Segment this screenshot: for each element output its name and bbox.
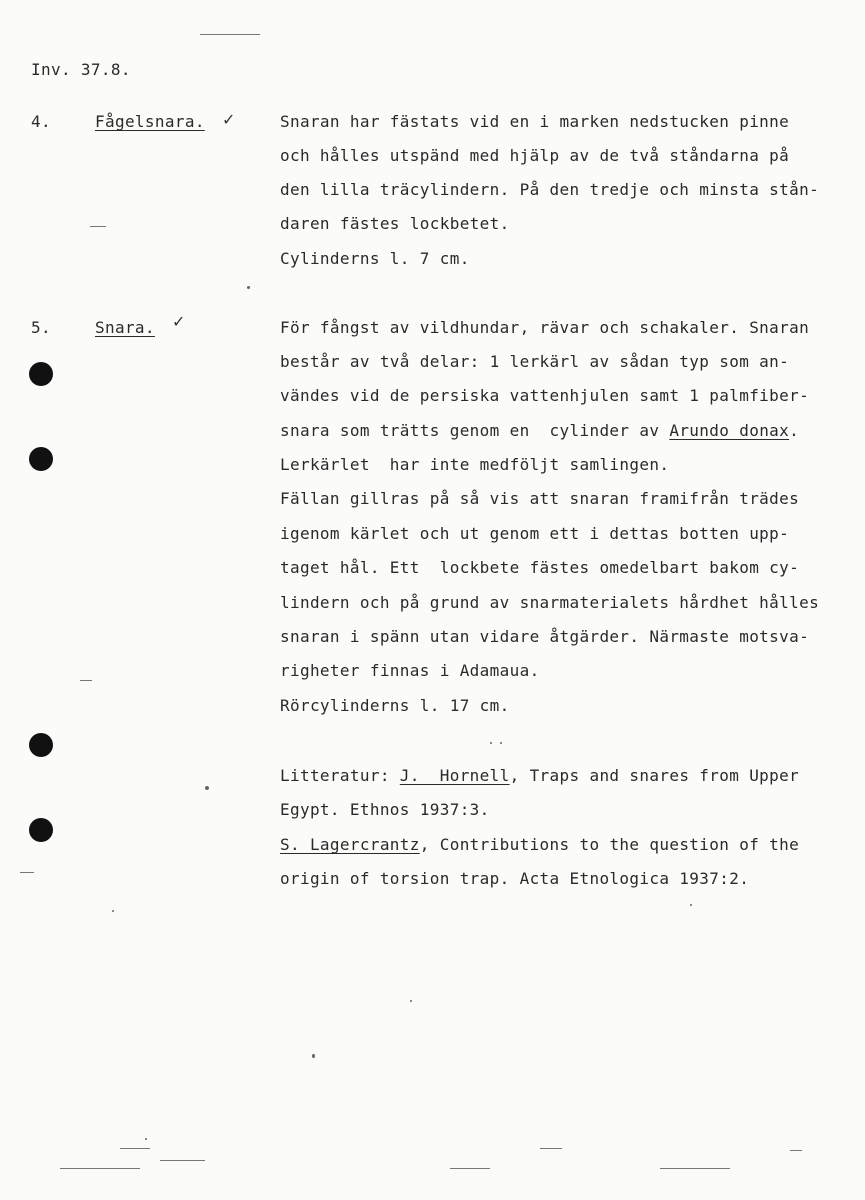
ref-1-author: J. Hornell: [399, 766, 510, 785]
scan-line: [450, 1168, 490, 1169]
punch-hole: [29, 818, 53, 842]
entry-4-line: Cylinderns l. 7 cm.: [280, 249, 470, 268]
punch-hole: [29, 447, 53, 471]
scan-speck: [490, 742, 492, 744]
scan-line: [90, 226, 106, 227]
scan-line: [120, 1148, 150, 1149]
scan-speck: [690, 904, 692, 906]
species-name: Arundo donax: [669, 421, 790, 440]
entry-4-number: 4.: [31, 112, 51, 131]
entry-5-line: igenom kärlet och ut genom ett i dettas botten upp-: [280, 524, 790, 543]
entry-4-title: Fågelsnara.: [95, 112, 205, 131]
scan-speck: [205, 786, 209, 790]
literature-label: Litteratur:: [280, 766, 400, 785]
scan-speck: [410, 1000, 412, 1002]
entry-5-line: taget hål. Ett lockbete fästes omedelbart bakom cy-: [280, 558, 800, 577]
scan-line: [60, 1168, 140, 1169]
scan-speck: [112, 910, 114, 912]
entry-5-number: 5.: [31, 318, 51, 337]
scan-line: [660, 1168, 730, 1169]
entry-4-check-mark: ✓: [222, 110, 236, 129]
scan-line: [80, 680, 92, 681]
scan-speck: [312, 1054, 315, 1058]
scan-speck: [145, 1138, 147, 1140]
entry-5-line: består av två delar: 1 lerkärl av sådan typ som an-: [280, 352, 790, 371]
punch-hole: [29, 733, 53, 757]
scan-line: [790, 1150, 802, 1151]
scan-line: [540, 1148, 562, 1149]
ref-1-continuation: Egypt. Ethnos 1937:3.: [280, 800, 490, 819]
entry-5-line: Rörcylinderns l. 17 cm.: [280, 696, 510, 715]
punch-hole: [29, 362, 53, 386]
scan-line: [20, 872, 34, 873]
entry-5-line: lindern och på grund av snarmaterialets hårdhet hålles: [280, 593, 820, 612]
entry-4-line: daren fästes lockbetet.: [280, 214, 510, 233]
entry-5-line: righeter finnas i Adamaua.: [280, 661, 540, 680]
entry-5-check-mark: ✓: [172, 312, 186, 331]
ref-2-author: S. Lagercrantz: [280, 835, 420, 854]
entry-5-line: vändes vid de persiska vattenhjulen samt 1 palmfiber-: [280, 386, 810, 405]
entry-5-line: Fällan gillras på så vis att snaran framifrån trädes: [280, 489, 800, 508]
literature-ref-2: [280, 835, 799, 855]
period: .: [789, 421, 800, 440]
scan-line: [200, 34, 260, 35]
scan-speck: [500, 742, 502, 744]
scan-line: [160, 1160, 205, 1161]
entry-5-line: [280, 421, 799, 441]
entry-5-line-text: snara som trätts genom en cylinder av: [280, 421, 670, 440]
inventory-number: Inv. 37.8.: [31, 60, 131, 79]
entry-5-title: Snara.: [95, 318, 155, 337]
scan-speck: [247, 286, 250, 289]
ref-2-continuation: origin of torsion trap. Acta Etnologica 1937:2.: [280, 869, 750, 888]
entry-5-line: snaran i spänn utan vidare åtgärder. Närmaste motsva-: [280, 627, 810, 646]
literature-ref-1: [280, 766, 799, 786]
entry-4-line: den lilla träcylindern. På den tredje och minsta stån-: [280, 180, 820, 199]
ref-2-title: , Contributions to the question of the: [419, 835, 800, 854]
entry-4-line: Snaran har fästats vid en i marken nedstucken pinne: [280, 112, 790, 131]
ref-1-title: , Traps and snares from Upper: [509, 766, 800, 785]
entry-5-line: För fångst av vildhundar, rävar och schakaler. Snaran: [280, 318, 810, 337]
entry-5-line: Lerkärlet har inte medföljt samlingen.: [280, 455, 670, 474]
entry-4-line: och hålles utspänd med hjälp av de två ståndarna på: [280, 146, 790, 165]
